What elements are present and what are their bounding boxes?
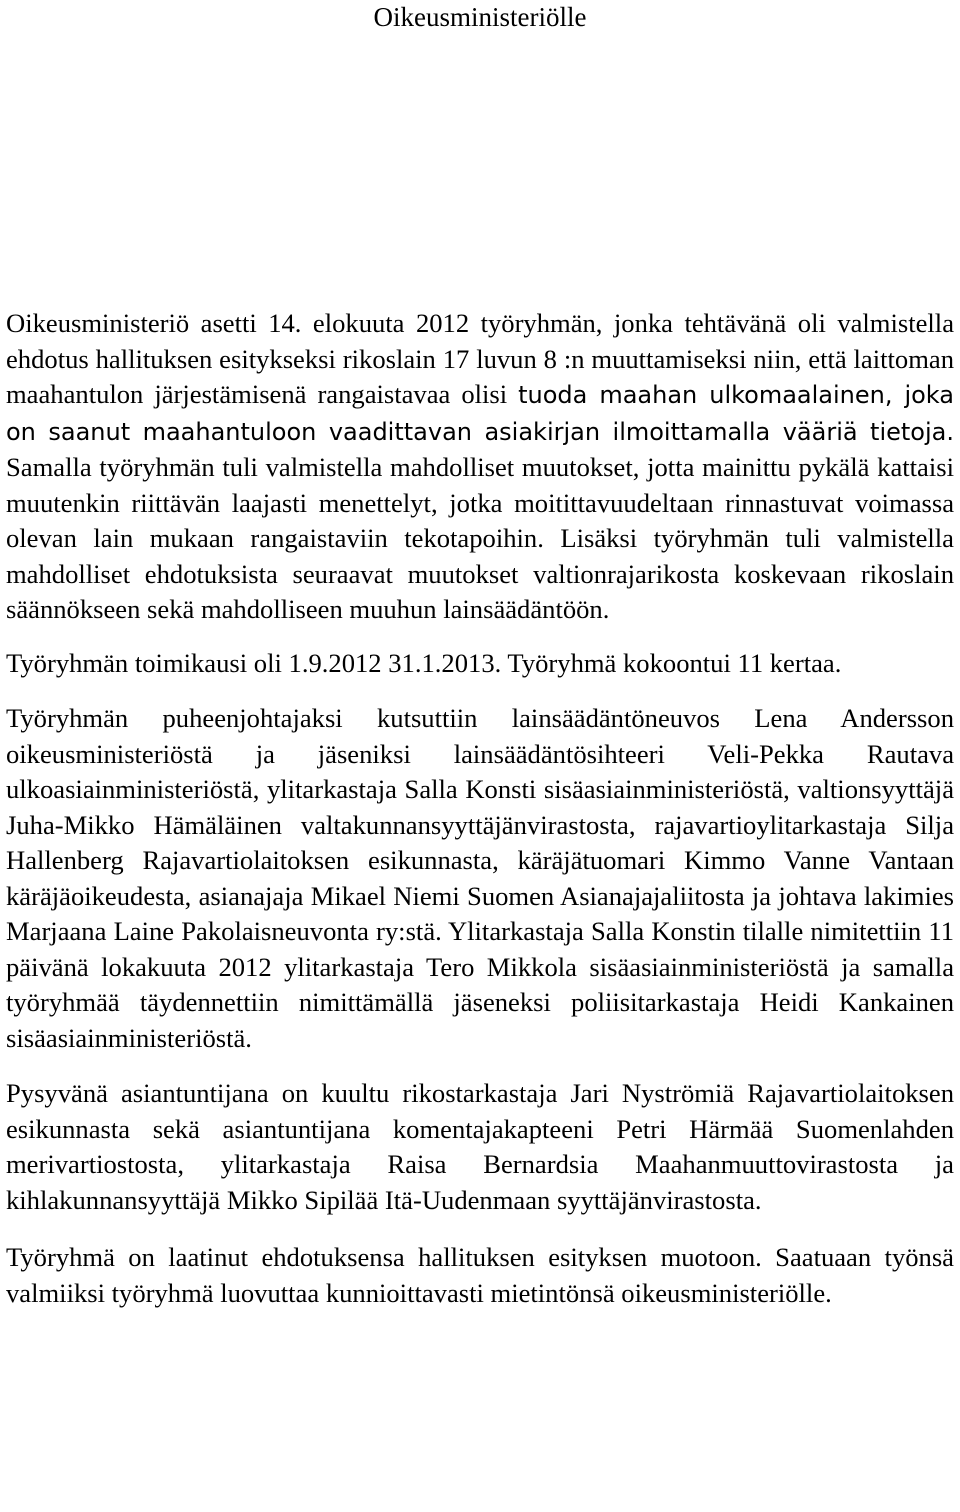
paragraph-assignment	[6, 306, 954, 628]
paragraph-experts: Pysyvänä asiantuntijana on kuultu rikostarkastaja Jari Nyströmiä Rajavartiolaitoksen esikunnasta sekä asiantuntijana komentajakapteeni Petri Härmää Suomenlahden merivartiostosta, ylitarkastaja Raisa Bernardsia Maahanmuuttovirastosta ja kihlakunnansyyttäjä Mikko Sipilää Itä-Uudenmaan syyttäjänvirastosta.	[6, 1078, 954, 1215]
paragraph-assignment-part-3: Samalla työryhmän tuli valmistella mahdolliset muutokset, jotta mainittu pykälä kattaisi muutenkin riittävän laajasti menettelyt, jotka moitittavuudeltaan rinnastuvat voimassa olevan lain mukaan rangaistaviin tekotapoihin. Lisäksi työryhmän tuli valmistella mahdolliset ehdotuksista seuraavat muutokset valtionrajarikosta koskevaan rikoslain säännökseen sekä mahdolliseen muuhun lainsäädäntöön.	[6, 452, 954, 624]
document-title: Oikeusministeriölle	[373, 2, 587, 32]
paragraph-assignment-part-2: tuoda maahan ulkomaalainen, joka on saanut maahantuloon vaadittavan asiakirjan ilmoittamalla vääriä tietoja.	[6, 381, 954, 446]
paragraph-members: Työryhmän puheenjohtajaksi kutsuttiin lainsäädäntöneuvos Lena Andersson oikeusministeriöstä ja jäseniksi lainsäädäntösihteeri Veli-Pekka Rautava ulkoasiainministeriöstä, ylitarkastaja Salla Konsti sisäasiainministeriöstä, valtionsyyttäjä Juha-Mikko Hämäläinen valtakunnansyyttäjänvirastosta, rajavartioylitarkastaja Silja Hallenberg Rajavartiolaitoksen esikunnasta, käräjätuomari Kimmo Vanne Vantaan käräjäoikeudesta, asianajaja Mikael Niemi Suomen Asianajajaliitosta ja johtava lakimies Marjaana Laine Pakolaisneuvonta ry:stä. Ylitarkastaja Salla Konstin tilalle nimitettiin 11 päivänä lokakuuta 2012 ylitarkastaja Tero Mikkola sisäasiainministeriöstä ja samalla työryhmää täydennettiin nimittämällä jäseneksi poliisitarkastaja Heidi Kankainen sisäasiainministeriöstä.	[6, 703, 954, 1053]
paragraph-term: Työryhmän toimikausi oli 1.9.2012 31.1.2013. Työryhmä kokoontui 11 kertaa.	[6, 647, 842, 678]
document-body	[6, 306, 954, 1311]
paragraph-closing: Työryhmä on laatinut ehdotuksensa hallituksen esityksen muotoon. Saatuaan työnsä valmiiksi työryhmä luovuttaa kunnioittavasti mietintönsä oikeusministeriölle.	[6, 1242, 954, 1308]
paragraph-assignment-part-1: Oikeusministeriö asetti 14. elokuuta 2012 työryhmän, jonka tehtävänä oli valmistella ehdotus hallituksen esitykseksi rikoslain 17 luvun 8 :n muuttamiseksi niin, että laittoman maahantulon järjestämisenä rangaistavaa olisi	[6, 308, 954, 409]
